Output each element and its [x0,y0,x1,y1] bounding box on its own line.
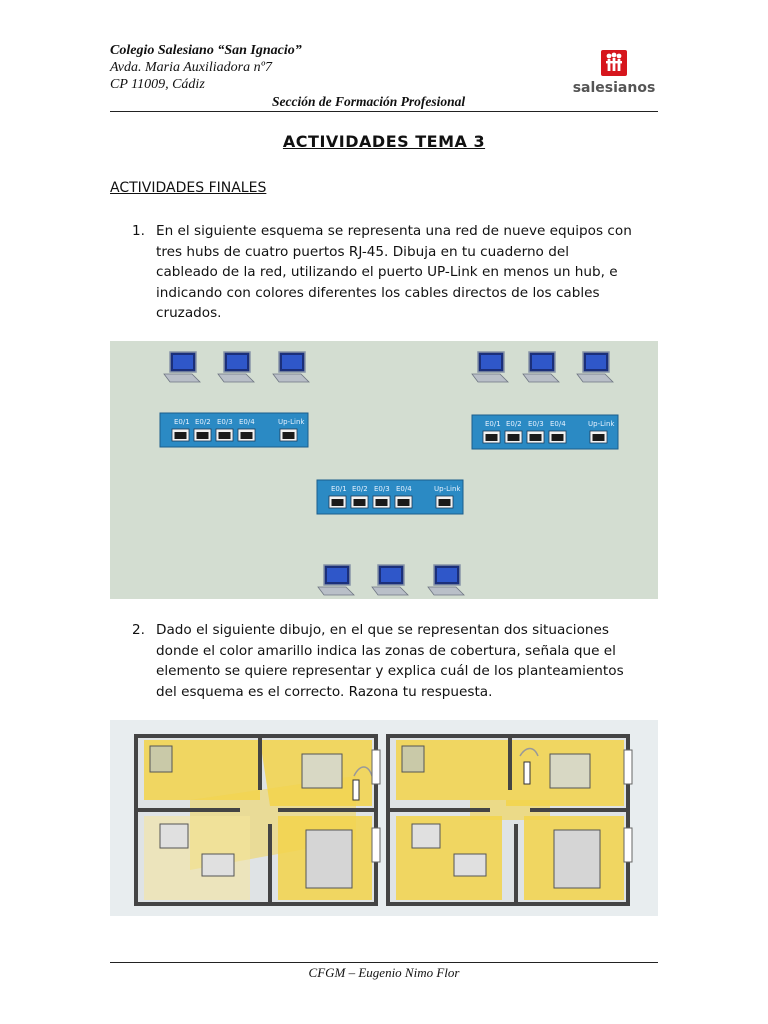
port-label: E0/3 [217,418,233,426]
section-subtitle: ACTIVIDADES FINALES [110,180,267,196]
computer-icon [428,565,464,595]
activity-2-line: del esquema es el correcto. Razona tu respuesta. [156,683,493,700]
hub-left [160,413,308,447]
activity-2-line: elemento se quiere representar y explica cuál de los planteamientos [156,663,624,679]
salesianos-logo-mark [601,50,627,76]
activity-1-line: tres hubs de cuatro puertos RJ-45. Dibuja en tu cuaderno del [156,243,569,260]
activity-1 [110,221,658,326]
port-label: E0/1 [174,418,190,426]
network-diagram [110,341,658,599]
footer-divider [110,962,658,963]
activity-2-line: Dado el siguiente dibujo, en el que se representan dos situaciones [156,622,609,638]
port-label: E0/4 [550,420,566,428]
activity-2 [110,620,658,704]
hub-bottom [317,480,463,514]
port-label: E0/2 [352,485,368,493]
activity-1-line: cruzados. [156,305,222,321]
computer-icon [577,352,613,382]
hub-right [472,415,618,449]
coverage-floorplans [110,720,658,916]
computer-icon [273,352,309,382]
school-postal: CP 11009, Cádiz [110,77,205,92]
computer-icon [523,352,559,382]
port-label: E0/1 [331,485,347,493]
activity-1-line: indicando con colores diferentes los cables directos de los cables [156,284,600,301]
computer-icon [372,565,408,595]
floorplan-right [388,736,632,904]
page-footer: CFGM – Eugenio Nimo Flor [308,965,460,980]
activity-2-line: donde el color amarillo indica las zonas de cobertura, señala que el [156,642,616,659]
page-title: ACTIVIDADES TEMA 3 [282,132,486,151]
port-label: E0/4 [396,485,412,493]
port-label: E0/1 [485,420,501,428]
activity-1-line: En el siguiente esquema se representa una red de nueve equipos con [156,223,632,239]
header-divider [110,111,658,112]
computer-icon [218,352,254,382]
port-label: E0/3 [374,485,390,493]
activity-2-number: 2. [132,622,145,638]
uplink-label: Up-Link [278,418,305,426]
section-name: Sección de Formación Profesional [272,94,466,109]
port-label: E0/2 [506,420,522,428]
uplink-label: Up-Link [434,485,461,493]
port-label: E0/2 [195,418,211,426]
school-address: Avda. Maria Auxiliadora nº7 [110,60,272,75]
port-label: E0/3 [528,420,544,428]
computer-icon [164,352,200,382]
port-label: E0/4 [239,418,255,426]
salesianos-logo [568,42,660,106]
computer-icon [318,565,354,595]
floorplan-left [136,736,380,904]
activity-1-line: cableado de la red, utilizando el puerto UP-Link en menos un hub, e [156,264,618,280]
school-name: Colegio Salesiano “San Ignacio” [110,43,302,58]
activity-1-number: 1. [132,223,145,239]
uplink-label: Up-Link [588,420,615,428]
salesianos-logo-text: salesianos [572,80,656,96]
computer-icon [472,352,508,382]
